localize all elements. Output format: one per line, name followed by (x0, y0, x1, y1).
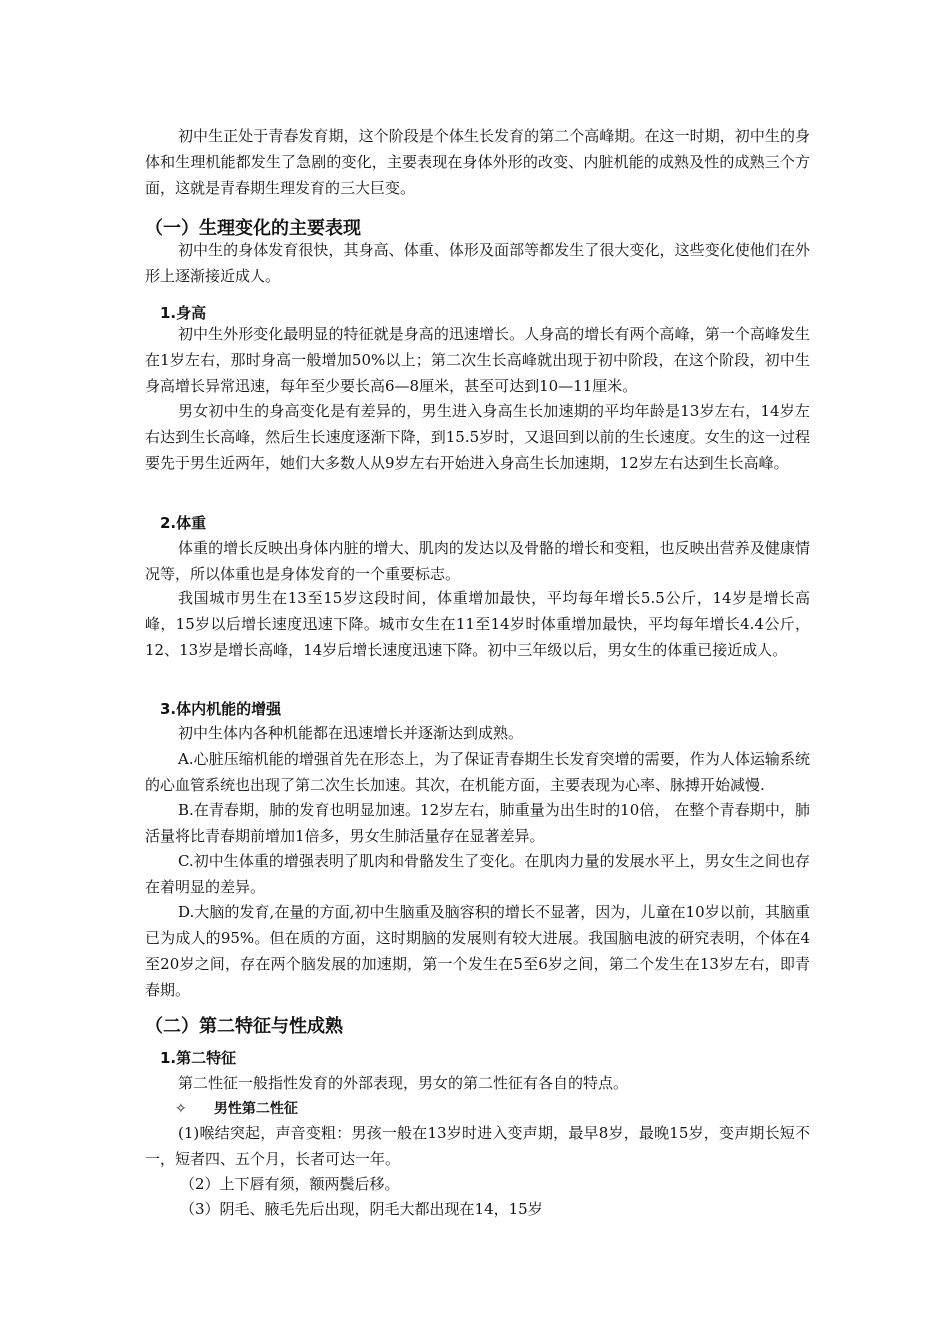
male-traits-title: 男性第二性征 (213, 1101, 298, 1117)
organ-item-c: C.初中生体重的增强表明了肌肉和骨骼发生了变化。在肌肉力量的发展水平上，男女生之间也存在着明显的差异。 (145, 852, 810, 896)
section-1-intro: 初中生的身体发育很快，其身高、体重、体形及面部等都发生了很大变化，这些变化使他们在外形上逐渐接近成人。 (145, 241, 810, 285)
section-1-heading: （一）生理变化的主要表现 (145, 218, 361, 239)
weight-paragraph-2: 我国城市男生在13至15岁这段时间，体重增加最快，平均每年增长5.5公斤，14岁是增长高峰，15岁以后增长速度迅速下降。城市女生在11至14岁时体重增加最快，平均每年增长4.4公斤，12、13岁是增长高峰，14岁后增长速度迅速下降。初中三年级以后，男女生的体重已接近成人。 (145, 589, 810, 659)
weight-heading: 2.体重 (160, 514, 207, 532)
organ-item-a: A.心脏压缩机能的增强首先在形态上，为了保证青春期生长发育突增的需要，作为人体运输系统的心血管系统也出现了第二次生长加速。其次，在机能方面，主要表现为心率、脉搏开始减慢. (145, 750, 810, 794)
height-paragraph-2: 男女初中生的身高变化是有差异的，男生进入身高生长加速期的平均年龄是13岁左右，14岁左右达到生长高峰，然后生长速度逐渐下降，到15.5岁时，又退回到以前的生长速度。女生的这一过程要先于男生近两年，她们大多数人从9岁左右开始进入身高生长加速期，12岁左右达到生长高峰。 (145, 402, 810, 472)
height-paragraph-1: 初中生外形变化最明显的特征就是身高的迅速增长。人身高的增长有两个高峰，第一个高峰发生在1岁左右，那时身高一般增加50%以上；第二次生长高峰就出现于初中阶段，在这个阶段，初中生身高增长异常迅速，每年至少要长高6—8厘米，甚至可达到10—11厘米。 (145, 325, 810, 395)
male-trait-3: （3）阴毛、腋毛先后出现，阴毛大都出现在14，15岁 (180, 1200, 543, 1218)
male-trait-2: （2）上下唇有须，额两鬓后移。 (180, 1175, 400, 1193)
sub-1-paragraph: 第二性征一般指性发育的外部表现，男女的第二性征有各自的特点。 (178, 1074, 629, 1092)
organ-item-b: B.在青春期，肺的发育也明显加速。12岁左右，肺重量为出生时的10倍， 在整个青春期中，肺活量将比青春期前增加1倍多，男女生肺活量存在显著差异。 (145, 801, 810, 845)
section-2-heading: （二）第二特征与性成熟 (145, 1016, 343, 1037)
weight-paragraph-1: 体重的增长反映出身体内脏的增大、肌肉的发达以及骨骼的增长和变粗，也反映出营养及健康情况等，所以体重也是身体发育的一个重要标志。 (145, 539, 810, 583)
male-trait-1: (1)喉结突起，声音变粗：男孩一般在13岁时进入变声期，最早8岁，最晚15岁，变声期长短不一，短者四、五个月，长者可达一年。 (145, 1124, 810, 1168)
organ-paragraph-0: 初中生体内各种机能都在迅速增长并逐渐达到成熟。 (178, 724, 524, 742)
diamond-outline-icon: ✧ (175, 1101, 187, 1117)
male-traits-bullet (175, 1098, 298, 1118)
sub-1-heading: 1.第二特征 (160, 1049, 237, 1067)
height-heading: 1.身高 (160, 304, 207, 322)
organ-heading: 3.体内机能的增强 (160, 700, 282, 718)
organ-item-d: D.大脑的发育,在量的方面,初中生脑重及脑容积的增长不显著，因为，儿童在10岁以前，其脑重已为成人的95%。但在质的方面，这时期脑的发展则有较大进展。我国脑电波的研究表明，个体在4至20岁之间，存在两个脑发展的加速期，第一个发生在5至6岁之间，第二个发生在13岁左右，即青春期。 (145, 903, 810, 999)
intro-paragraph: 初中生正处于青春发育期，这个阶段是个体生长发育的第二个高峰期。在这一时期，初中生的身体和生理机能都发生了急剧的变化，主要表现在身体外形的改变、内脏机能的成熟及性的成熟三个方面，这就是青春期生理发育的三大巨变。 (145, 127, 810, 197)
